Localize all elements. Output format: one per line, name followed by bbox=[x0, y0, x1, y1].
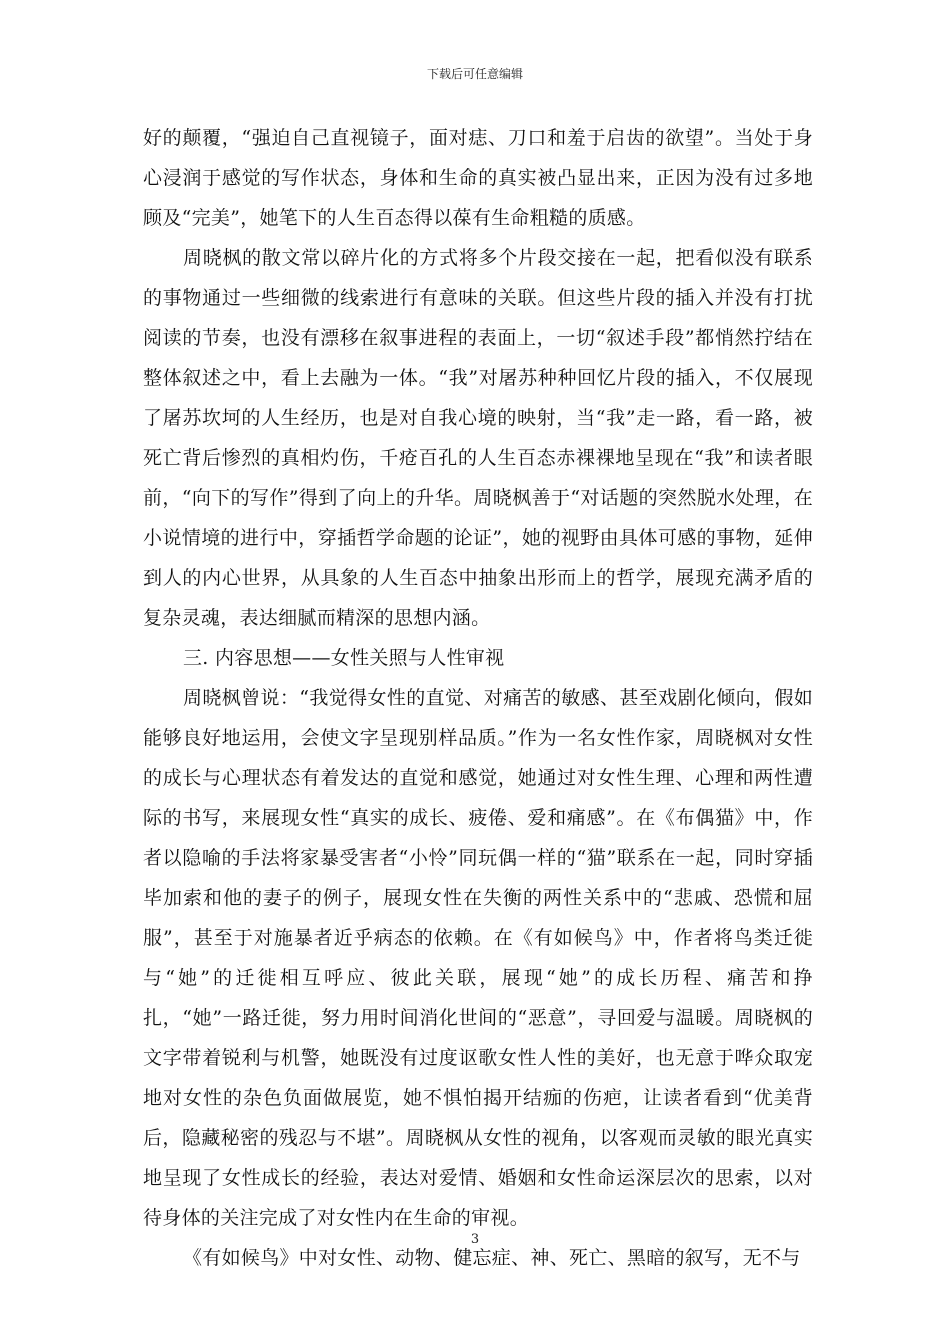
paragraph-fragment-style: 周晓枫的散文常以碎片化的方式将多个片段交接在一起，把看似没有联系的事物通过一些细微的线索进行有意味的关联。但这些片段的插入并没有打扰阅读的节奏，也没有漂移在叙事进程的表面上，一切“叙述手段”都悄然拧结在整体叙述之中，看上去融为一体。“我”对屠苏种种回忆片段的插入，不仅展现了屠苏坎坷的人生经历，也是对自我心境的映射，当“我”走一路，看一路，被死亡背后惨烈的真相灼伤，千疮百孔的人生百态赤裸裸地呈现在“我”和读者眼前，“向下的写作”得到了向上的升华。周晓枫善于“对话题的突然脱水处理，在小说情境的进行中，穿插哲学命题的论证”，她的视野由具体可感的事物，延伸到人的内心世界，从具象的人生百态中抽象出形而上的哲学，展现充满矛盾的复杂灵魂，表达细腻而精深的思想内涵。 bbox=[143, 247, 813, 629]
paragraph-migratory-birds: 《有如候鸟》中对女性、动物、健忘症、神、死亡、黑暗的叙写，无不与 bbox=[183, 1247, 801, 1269]
paragraph-female-perspective: 周晓枫曾说：“我觉得女性的直觉、对痛苦的敏感、甚至戏剧化倾向，假如能够良好地运用，会使文字呈现别样品质。”作为一名女性作家，周晓枫对女性的成长与心理状态有着发达的直觉和感觉，她通过对女性生理、心理和两性遭际的书写，来展现女性“真实的成长、疲倦、爱和痛感”。在《布偶猫》中，作者以隐喻的手法将家暴受害者“小怜”同玩偶一样的“猫”联系在一起，同时穿插毕加索和他的妻子的例子，展现女性在失衡的两性关系中的“悲戚、恐慌和屈服”，甚至于对施暴者近乎病态的依赖。在《有如候鸟》中，作者将鸟类迁徙与“她”的迁徙相互呼应、彼此关联，展现“她”的成长历程、痛苦和挣扎，“她”一路迁徙，努力用时间消化世间的“恶意”，寻回爱与温暖。周晓枫的文字带着锐利与机警，她既没有过度讴歌女性人性的美好，也无意于哗众取宠地对女性的杂色负面做展览，她不惧怕揭开结痂的伤疤，让读者看到“优美背后，隐藏秘密的残忍与不堪”。周晓枫从女性的视角，以客观而灵敏的眼光真实地呈现了女性成长的经验，表达对爱情、婚姻和女性命运深层次的思索，以对待身体的关注完成了对女性内在生命的审视。 bbox=[143, 687, 813, 1229]
page-number: 3 bbox=[470, 1232, 480, 1247]
body-text bbox=[143, 118, 813, 1278]
page-header-note: 下载后可任意编辑 bbox=[426, 67, 523, 81]
paragraph-continuation: 好的颠覆，“强迫自己直视镜子，面对痣、刀口和羞于启齿的欲望”。当处于身心浸润于感觉的写作状态，身体和生命的真实被凸显出来，正因为没有过多地顾及“完美”，她笔下的人生百态得以葆有生命粗糙的质感。 bbox=[143, 127, 813, 229]
section-heading: 三. 内容思想——女性关照与人性审视 bbox=[183, 647, 505, 669]
